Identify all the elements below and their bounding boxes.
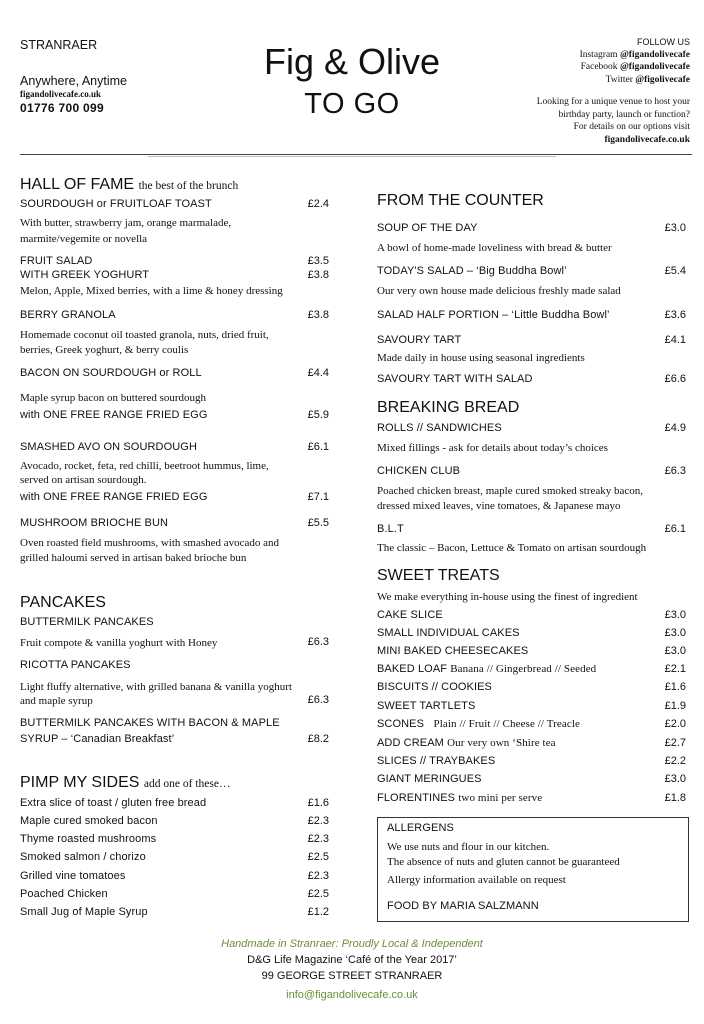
- side-item: Grilled vine tomatoes: [20, 870, 126, 882]
- desc-chicken-club-2: dressed mixed leaves, vine tomatoes, & Japanese mayo: [377, 500, 621, 512]
- desc-granola-2: berries, Greek yoghurt, & berry coulis: [20, 344, 189, 356]
- menu-item-smashed-avo: SMASHED AVO ON SOURDOUGH: [20, 441, 197, 453]
- hall-title: HALL OF FAME: [20, 176, 135, 193]
- desc-buttermilk-pancakes: Fruit compote & vanilla yoghurt with Honey: [20, 637, 218, 649]
- menu-item-small-cakes: SMALL INDIVIDUAL CAKES: [377, 627, 520, 639]
- menu-item-florentines: [377, 792, 542, 804]
- price-avo-egg: £7.1: [307, 491, 329, 503]
- hall-subtitle: the best of the brunch: [138, 180, 239, 192]
- menu-item-bacon: BACON ON SOURDOUGH or ROLL: [20, 367, 202, 379]
- allergens-line-2: The absence of nuts and gluten cannot be guaranteed: [387, 856, 620, 868]
- price-chicken-club: £6.3: [664, 465, 686, 477]
- facebook-handle[interactable]: @figandolivecafe: [619, 62, 690, 72]
- sides-title: PIMP MY SIDES: [20, 774, 140, 791]
- baked-loaf-label: BAKED LOAF: [377, 663, 448, 675]
- price-toast: £2.4: [307, 198, 329, 210]
- footer-award: D&G Life Magazine ‘Café of the Year 2017’: [247, 954, 457, 966]
- section-title-sweet-treats: SWEET TREATS: [377, 567, 500, 584]
- menu-item-scones: [377, 718, 580, 730]
- price-scones: £2.0: [664, 718, 686, 730]
- side-item: Maple cured smoked bacon: [20, 815, 158, 827]
- instagram-handle[interactable]: @figandolivecafe: [619, 49, 690, 60]
- menu-item-fruit-salad: FRUIT SALAD: [20, 255, 93, 267]
- price-cheesecakes: £3.0: [664, 645, 686, 657]
- twitter-handle[interactable]: @figolivecafe: [635, 74, 690, 85]
- menu-item-meringues: GIANT MERINGUES: [377, 773, 482, 785]
- menu-item-cake-slice: CAKE SLICE: [377, 609, 443, 621]
- price-baked-loaf: £2.1: [664, 663, 686, 675]
- menu-item-canadian-1: BUTTERMILK PANCAKES WITH BACON & MAPLE: [20, 717, 280, 729]
- menu-item-cheesecakes: MINI BAKED CHEESECAKES: [377, 645, 529, 657]
- menu-item-buttermilk-pancakes: BUTTERMILK PANCAKES: [20, 616, 154, 628]
- desc-ricotta-1: Light fluffy alternative, with grilled banana & vanilla yoghurt: [20, 681, 292, 693]
- price-little-buddha: £3.6: [664, 309, 686, 321]
- price-tart-salad: £6.6: [664, 373, 686, 385]
- price-savoury-tart: £4.1: [664, 334, 686, 346]
- florentines-note: two mini per serve: [458, 792, 543, 804]
- sides-subtitle: add one of these…: [143, 778, 231, 790]
- venue-text-2: birthday party, launch or function?: [558, 109, 690, 120]
- header-divider-secondary: [148, 156, 556, 157]
- menu-item-slices: SLICES // TRAYBAKES: [377, 755, 496, 767]
- section-title-counter: FROM THE COUNTER: [377, 192, 544, 209]
- price-canadian: £8.2: [307, 733, 329, 745]
- allergens-line-3: Allergy information available on request: [387, 874, 566, 886]
- side-item: Poached Chicken: [20, 888, 108, 900]
- desc-big-buddha: Our very own house made delicious freshly made salad: [377, 285, 621, 297]
- desc-granola-1: Homemade coconut oil toasted granola, nuts, dried fruit,: [20, 329, 269, 341]
- brand-subtitle: TO GO: [304, 88, 400, 120]
- section-title-sides: [20, 774, 230, 792]
- price-soup: £3.0: [664, 222, 686, 234]
- footer-email-link[interactable]: info@figandolivecafe.co.uk: [286, 989, 418, 1001]
- price-brioche: £5.5: [307, 517, 329, 529]
- price-slices: £2.2: [664, 755, 686, 767]
- food-credit: FOOD BY MARIA SALZMANN: [387, 900, 539, 912]
- tagline: Anywhere, Anytime: [20, 73, 127, 88]
- price-florentines: £1.8: [664, 792, 686, 804]
- florentines-label: FLORENTINES: [377, 792, 456, 804]
- footer-tagline: Handmade in Stranraer: Proudly Local & Independent: [221, 938, 483, 950]
- desc-bacon: Maple syrup bacon on buttered sourdough: [20, 392, 207, 404]
- venue-website[interactable]: figandolivecafe.co.uk: [604, 134, 690, 145]
- side-item: Smoked salmon / chorizo: [20, 851, 146, 863]
- price-berry-granola: £3.8: [307, 309, 329, 321]
- price-ricotta-pancakes: £6.3: [307, 694, 329, 706]
- menu-item-greek-yoghurt: WITH GREEK YOGHURT: [20, 269, 150, 281]
- section-title-pancakes: PANCAKES: [20, 594, 106, 611]
- price-buttermilk-pancakes: £6.3: [307, 636, 329, 648]
- menu-item-tartlets: SWEET TARTLETS: [377, 700, 476, 712]
- price-add-cream: £2.7: [664, 737, 686, 749]
- menu-item-soup: SOUP OF THE DAY: [377, 222, 478, 234]
- menu-item-brioche: MUSHROOM BRIOCHE BUN: [20, 517, 169, 529]
- twitter-line: [470, 74, 690, 87]
- instagram-label: Instagram: [579, 49, 618, 60]
- phone-number[interactable]: 01776 700 099: [20, 100, 104, 115]
- instagram-line: [470, 49, 690, 62]
- venue-text-3: For details on our options visit: [573, 122, 690, 132]
- desc-avo-2: served on artisan sourdough.: [20, 474, 147, 486]
- follow-us-label: FOLLOW US: [636, 37, 690, 47]
- desc-toast-2: marmite/vegemite or novella: [20, 233, 148, 245]
- menu-item-blt: B.L.T: [377, 523, 404, 535]
- side-price: £1.6: [307, 797, 329, 809]
- menu-item-big-buddha: TODAY'S SALAD – ‘Big Buddha Bowl’: [377, 265, 567, 277]
- side-price: £2.3: [307, 833, 329, 845]
- side-item: Small Jug of Maple Syrup: [20, 906, 148, 918]
- desc-chicken-club-1: Poached chicken breast, maple cured smoked streaky bacon,: [377, 485, 644, 497]
- desc-fruit-salad: Melon, Apple, Mixed berries, with a lime & honey dressing: [20, 285, 283, 297]
- scones-note: Plain // Fruit // Cheese // Treacle: [433, 718, 581, 730]
- brand-title: Fig & Olive: [263, 41, 441, 82]
- price-small-cakes: £3.0: [664, 627, 686, 639]
- side-price: £2.5: [307, 888, 329, 900]
- menu-item-tart-salad: SAVOURY TART WITH SALAD: [377, 373, 533, 385]
- menu-item-savoury-tart: SAVOURY TART: [377, 334, 462, 346]
- section-title-hall-of-fame: [20, 176, 238, 194]
- follow-us-block: [470, 36, 690, 146]
- menu-item-rolls: ROLLS // SANDWICHES: [377, 422, 502, 434]
- desc-ricotta-2: and maple syrup: [20, 695, 93, 707]
- menu-item-little-buddha: SALAD HALF PORTION – ‘Little Buddha Bowl’: [377, 309, 610, 321]
- menu-item-add-cream: [377, 737, 556, 749]
- side-price: £2.3: [307, 815, 329, 827]
- section-title-breaking-bread: BREAKING BREAD: [377, 399, 520, 416]
- price-biscuits: £1.6: [664, 681, 686, 693]
- desc-brioche-2: grilled haloumi served in artisan baked brioche bun: [20, 552, 247, 564]
- price-big-buddha: £5.4: [664, 265, 686, 277]
- side-price: £2.5: [307, 851, 329, 863]
- venue-website-link[interactable]: [470, 134, 690, 147]
- price-rolls: £4.9: [664, 422, 686, 434]
- venue-text-1: Looking for a unique venue to host your: [536, 97, 690, 107]
- menu-item-berry-granola: BERRY GRANOLA: [20, 309, 116, 321]
- baked-loaf-note: Banana // Gingerbread // Seeded: [450, 663, 597, 675]
- menu-item-avo-egg: with ONE FREE RANGE FRIED EGG: [20, 491, 208, 503]
- side-price: £2.3: [307, 870, 329, 882]
- desc-savoury-tart: Made daily in house using seasonal ingredients: [377, 352, 585, 364]
- desc-brioche-1: Oven roasted field mushrooms, with smashed avocado and: [20, 537, 280, 549]
- price-blt: £6.1: [664, 523, 686, 535]
- twitter-label: Twitter: [605, 74, 633, 85]
- menu-item-baked-loaf: [377, 663, 596, 675]
- price-tartlets: £1.9: [664, 700, 686, 712]
- allergens-title: ALLERGENS: [387, 822, 454, 834]
- website-link[interactable]: figandolivecafe.co.uk: [20, 89, 101, 100]
- facebook-label: Facebook: [580, 62, 618, 72]
- add-cream-note: Our very own ‘Shire tea: [447, 737, 556, 749]
- menu-item-canadian-2: SYRUP – ‘Canadian Breakfast’: [20, 733, 175, 745]
- menu-item-bacon-egg: with ONE FREE RANGE FRIED EGG: [20, 409, 208, 421]
- facebook-line: [470, 61, 690, 74]
- add-cream-label: ADD CREAM: [377, 737, 444, 749]
- location: STRANRAER: [20, 38, 98, 52]
- price-bacon: £4.4: [307, 367, 329, 379]
- side-item: Extra slice of toast / gluten free bread: [20, 797, 207, 809]
- footer-address: 99 GEORGE STREET STRANRAER: [261, 970, 443, 982]
- desc-blt: The classic – Bacon, Lettuce & Tomato on artisan sourdough: [377, 542, 647, 554]
- price-smashed-avo: £6.1: [307, 441, 329, 453]
- desc-rolls: Mixed fillings - ask for details about today’s choices: [377, 442, 608, 454]
- price-meringues: £3.0: [664, 773, 686, 785]
- price-cake-slice: £3.0: [664, 609, 686, 621]
- desc-soup: A bowl of home-made loveliness with bread & butter: [377, 242, 612, 254]
- side-price: £1.2: [307, 906, 329, 918]
- allergens-line-1: We use nuts and flour in our kitchen.: [387, 841, 550, 853]
- desc-toast-1: With butter, strawberry jam, orange marmalade,: [20, 217, 232, 229]
- menu-item-biscuits: BISCUITS // COOKIES: [377, 681, 492, 693]
- desc-avo-1: Avocado, rocket, feta, red chilli, beetroot hummus, lime,: [20, 460, 269, 472]
- price-fruit-salad: £3.5: [307, 255, 329, 267]
- header-divider: [20, 154, 692, 155]
- menu-item-chicken-club: CHICKEN CLUB: [377, 465, 461, 477]
- side-item: Thyme roasted mushrooms: [20, 833, 157, 845]
- menu-item-toast: SOURDOUGH or FRUITLOAF TOAST: [20, 198, 212, 210]
- price-greek-yoghurt: £3.8: [307, 269, 329, 281]
- sweet-intro: We make everything in-house using the finest of ingredient: [377, 591, 638, 603]
- menu-item-ricotta-pancakes: RICOTTA PANCAKES: [20, 659, 131, 671]
- price-bacon-egg: £5.9: [307, 409, 329, 421]
- scones-label: SCONES: [377, 718, 425, 730]
